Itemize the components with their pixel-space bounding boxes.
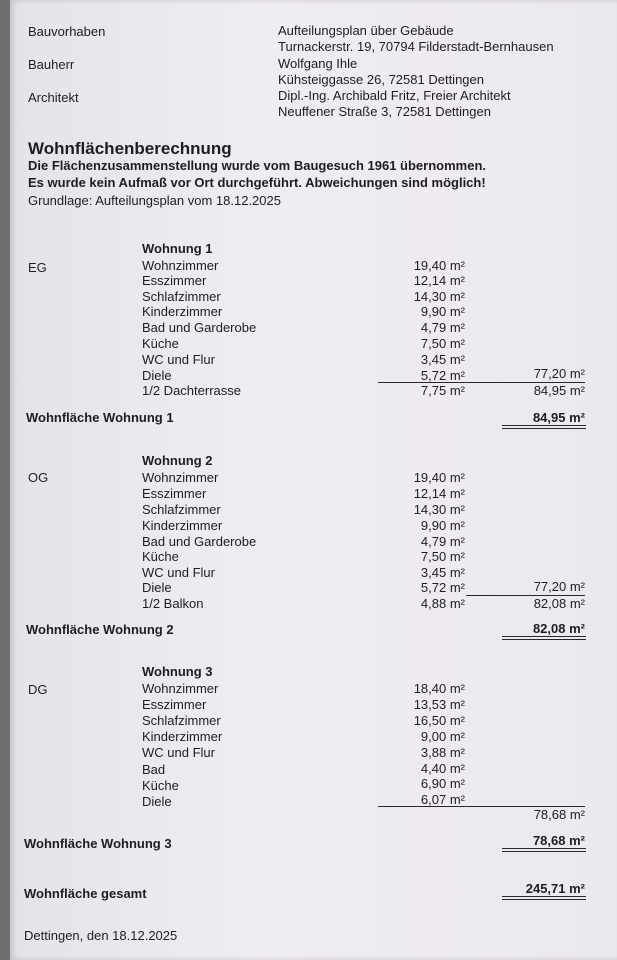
gesamt-label: Wohnfläche gesamt — [24, 886, 147, 901]
document-page — [10, 0, 617, 960]
wohnung3-total-value: 78,68 m² — [532, 833, 585, 848]
room-area: 19,40 m² — [413, 258, 465, 273]
room-name: WC und Flur — [142, 565, 215, 580]
room-name: Esszimmer — [142, 697, 207, 712]
room-name: Kinderzimmer — [142, 304, 223, 319]
room-name: Esszimmer — [142, 486, 207, 501]
room-name: Diele — [142, 580, 172, 595]
room-name: Küche — [142, 336, 179, 351]
room-area: 14,30 m² — [413, 289, 465, 304]
room-name: Schlafzimmer — [142, 289, 221, 304]
page-title: Wohnflächenberechnung — [28, 139, 232, 158]
room-name: Wohnzimmer — [142, 470, 219, 485]
room-area: 5,72 m² — [420, 368, 465, 383]
wohnung2-subtotal: 77,20 m² — [533, 579, 585, 594]
bauherr-label: Bauherr — [28, 57, 75, 72]
room-name: Diele — [142, 368, 172, 383]
room-name: Bad — [142, 762, 166, 777]
room-area: 19,40 m² — [413, 470, 465, 485]
room-name: Bad und Garderobe — [142, 534, 257, 549]
room-area: 6,90 m² — [420, 776, 465, 791]
room-name: Kinderzimmer — [142, 729, 223, 744]
room-area: 3,45 m² — [420, 352, 465, 367]
double-underline — [502, 425, 586, 429]
room-name: Wohnzimmer — [142, 258, 219, 273]
double-underline — [502, 636, 586, 640]
wohnung2-total-value: 82,08 m² — [532, 621, 585, 636]
architekt-label: Architekt — [28, 90, 79, 105]
wohnung1-subtotal: 77,20 m² — [533, 366, 585, 381]
room-area: 4,79 m² — [420, 320, 465, 335]
wohnung2-floor: OG — [28, 470, 49, 485]
room-area: 6,07 m² — [420, 792, 465, 807]
room-name: Wohnzimmer — [142, 681, 219, 696]
bauvorhaben-line2: Turnackerstr. 19, 70794 Filderstadt-Bernhausen — [278, 39, 554, 54]
wohnung1-title: Wohnung 1 — [142, 241, 213, 256]
room-name: WC und Flur — [142, 745, 215, 760]
place-date: Dettingen, den 18.12.2025 — [24, 928, 178, 943]
room-name: Bad und Garderobe — [142, 320, 257, 335]
bauvorhaben-line1: Aufteilungsplan über Gebäude — [278, 23, 454, 38]
room-name: Küche — [142, 549, 179, 564]
room-name: 1/2 Dachterrasse — [142, 383, 241, 398]
room-name: Esszimmer — [142, 273, 207, 288]
wohnung3-total-label: Wohnfläche Wohnung 3 — [24, 836, 172, 851]
room-area: 14,30 m² — [413, 502, 465, 517]
room-area: 4,88 m² — [420, 596, 465, 611]
gesamt-value: 245,71 m² — [525, 881, 585, 896]
note-line1: Die Flächenzusammenstellung wurde vom Baugesuch 1961 übernommen. — [28, 158, 487, 173]
room-area: 9,90 m² — [420, 304, 465, 319]
room-area: 12,14 m² — [413, 486, 465, 501]
wohnung3-title: Wohnung 3 — [142, 664, 213, 679]
room-area: 3,88 m² — [420, 745, 465, 760]
room-area: 7,50 m² — [420, 549, 465, 564]
wohnung1-total-value: 84,95 m² — [532, 410, 585, 425]
double-underline — [502, 896, 586, 900]
room-area: 7,50 m² — [420, 336, 465, 351]
bauherr-line1: Wolfgang Ihle — [278, 56, 358, 71]
note-line2: Es wurde kein Aufmaß vor Ort durchgeführt. Abweichungen sind möglich! — [28, 175, 486, 190]
bauherr-line2: Kühsteiggasse 26, 72581 Dettingen — [278, 72, 484, 87]
wohnung3-subtotal: 78,68 m² — [533, 807, 585, 822]
wohnung1-total-label: Wohnfläche Wohnung 1 — [26, 410, 174, 425]
architekt-line1: Dipl.-Ing. Archibald Fritz, Freier Architekt — [278, 88, 511, 103]
room-area: 9,00 m² — [420, 729, 465, 744]
room-area: 18,40 m² — [413, 681, 465, 696]
room-area: 9,90 m² — [420, 518, 465, 533]
room-name: Küche — [142, 778, 179, 793]
room-name: Kinderzimmer — [142, 518, 223, 533]
double-underline — [502, 848, 586, 852]
bauvorhaben-label: Bauvorhaben — [28, 24, 106, 39]
room-area: 5,72 m² — [420, 580, 465, 595]
room-area: 13,53 m² — [413, 697, 465, 712]
wohnung2-title: Wohnung 2 — [142, 453, 213, 468]
grundlage-text: Grundlage: Aufteilungsplan vom 18.12.2025 — [28, 193, 281, 208]
room-name: 1/2 Balkon — [142, 596, 204, 611]
room-area: 7,75 m² — [420, 383, 465, 398]
room-name: Diele — [142, 794, 172, 809]
room-area: 16,50 m² — [413, 713, 465, 728]
room-area: 4,79 m² — [420, 534, 465, 549]
wohnung2-total-label: Wohnfläche Wohnung 2 — [26, 622, 174, 637]
room-name: Schlafzimmer — [142, 713, 221, 728]
room-name: Schlafzimmer — [142, 502, 221, 517]
room-area: 12,14 m² — [413, 273, 465, 288]
room-area: 4,40 m² — [420, 761, 465, 776]
wohnung1-floor: EG — [28, 260, 47, 275]
room-name: WC und Flur — [142, 352, 215, 367]
wohnung1-sum: 84,95 m² — [533, 383, 585, 398]
room-area: 3,45 m² — [420, 565, 465, 580]
wohnung2-sum: 82,08 m² — [533, 596, 585, 611]
wohnung3-floor: DG — [28, 682, 48, 697]
architekt-line2: Neuffener Straße 3, 72581 Dettingen — [278, 104, 491, 119]
